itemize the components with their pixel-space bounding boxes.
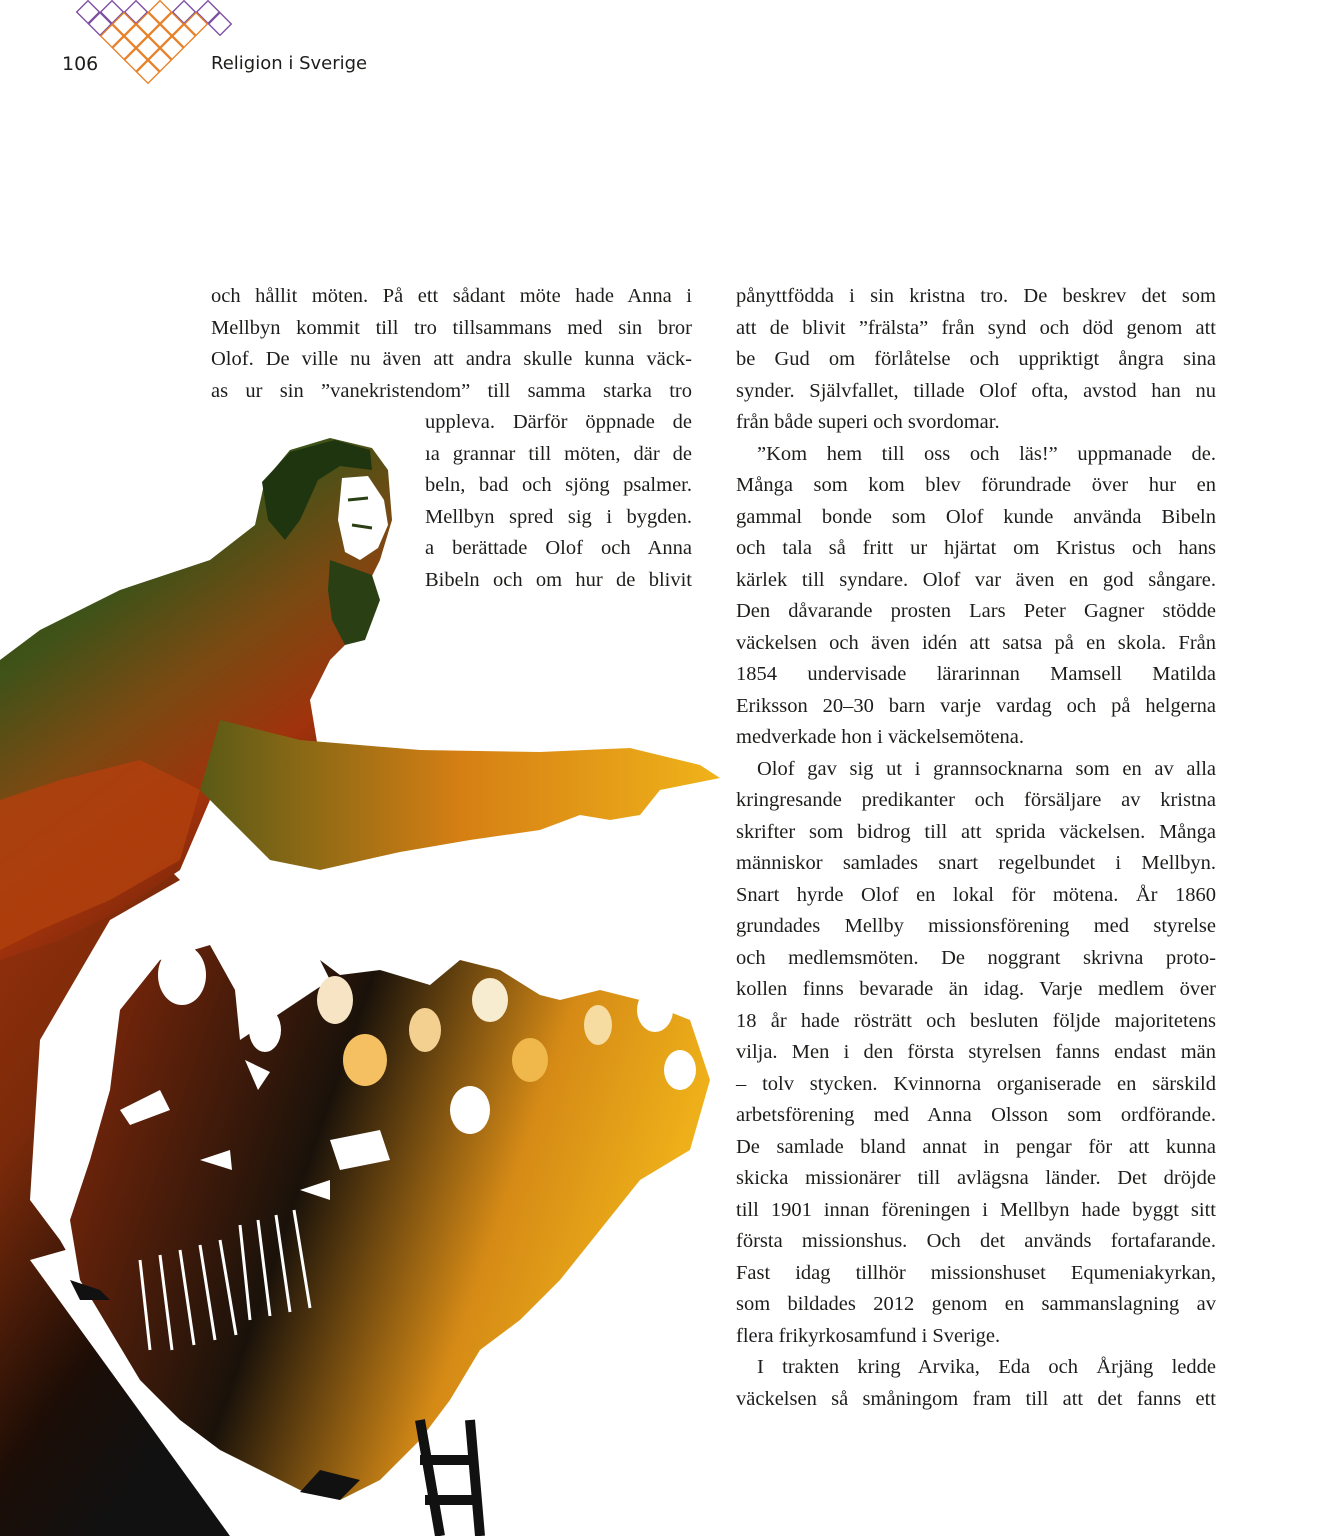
text-line: arbetsförening med Anna Olsson som ordförande.: [736, 1104, 1216, 1126]
text-line: vilja. Men i den första styrelsen fanns endast män: [736, 1041, 1216, 1063]
preacher-pointing-arm: [200, 720, 720, 870]
text-line: att de blivit ”frälsta” från synd och död genom att: [736, 316, 1216, 339]
page-number: 106: [62, 53, 99, 75]
text-line: De samlade bland annat in pengar för att kunna: [736, 1135, 1216, 1158]
right-text-column: [736, 281, 1216, 1415]
text-line: beln, bad och sjöng psalmer.: [425, 474, 692, 496]
text-line: Den dåvarande prosten Lars Peter Gagner stödde: [736, 600, 1216, 622]
text-line: Snart hyrde Olof en lokal för mötena. År 1860: [736, 883, 1216, 906]
text-line: skrifter som bidrog till att sprida väckelsen. Många: [736, 820, 1216, 843]
text-line: as ur sin ”vanekristendom” till samma starka tro: [211, 379, 692, 402]
text-line: väckelsen så småningom fram till att det fanns ett: [736, 1387, 1216, 1410]
text-line: väckelsen och även idén att satsa på en skola. Från: [736, 631, 1216, 654]
text-line: från både superi och svordomar.: [736, 411, 1000, 433]
text-line: som bildades 2012 genom en sammanslagning av: [736, 1293, 1216, 1315]
text-line: kringresande predikanter och försäljare av kristna: [736, 789, 1216, 811]
text-line: Bibeln och om hur de blivit: [425, 568, 692, 591]
text-line: a berättade Olof och Anna: [425, 537, 692, 559]
text-line: människor samlades snart regelbundet i Mellbyn.: [736, 852, 1216, 874]
text-line: Olof gav sig ut i grannsocknarna som en av alla: [757, 757, 1216, 780]
text-line: Eriksson 20–30 barn varje vardag och på helgerna: [736, 694, 1216, 717]
text-line: skicka missionärer till avlägsna länder. Det dröjde: [736, 1167, 1216, 1189]
text-line: till 1901 innan föreningen i Mellbyn hade byggt sitt: [736, 1198, 1216, 1221]
text-line: Många som kom blev förundrade över hur en: [736, 474, 1216, 496]
running-title: Religion i Sverige: [211, 53, 368, 74]
text-line: synder. Självfallet, tillade Olof ofta, avstod han nu: [736, 379, 1216, 402]
text-line: uppleva. Därför öppnade de: [425, 411, 692, 433]
text-line: Fast idag tillhör missionshuset Equmeniakyrkan,: [736, 1261, 1216, 1284]
text-line: och medlemsmöten. De noggrant skrivna proto-: [736, 946, 1216, 969]
text-line: be Gud om förlåtelse och uppriktigt ångra sina: [736, 348, 1216, 370]
text-line: och hållit möten. På ett sådant möte hade Anna i: [211, 285, 692, 307]
text-line: ıa grannar till möten, där de: [425, 442, 692, 465]
text-line: pånyttfödda i sin kristna tro. De beskrev det som: [736, 285, 1216, 307]
text-line: och tala så fritt ur hjärtat om Kristus och hans: [736, 537, 1216, 559]
text-line: Mellbyn spred sig i bygden.: [425, 505, 692, 528]
left-text-column: [211, 281, 692, 596]
text-line: kärlek till syndare. Olof var även en god sångare.: [736, 568, 1216, 591]
text-line: grundades Mellby missionsförening med styrelse: [736, 915, 1216, 937]
text-line: ”Kom hem till oss och läs!” uppmanade de.: [757, 442, 1216, 465]
text-line: första missionshus. Och det används fortafarande.: [736, 1230, 1216, 1252]
text-line: Olof. De ville nu även att andra skulle kunna väck-: [211, 348, 692, 370]
text-line: medverkade hon i väckelsemötena.: [736, 726, 1025, 748]
text-line: I trakten kring Arvika, Eda och Årjäng ledde: [757, 1356, 1216, 1378]
text-line: kollen finns bevarade än idag. Varje medlem över: [736, 978, 1216, 1000]
text-line: Mellbyn kommit till tro tillsammans med sin bror: [211, 316, 692, 339]
text-line: 1854 undervisade lärarinnan Mamsell Matilda: [736, 663, 1216, 685]
text-line: – tolv stycken. Kvinnorna organiserade en särskild: [736, 1072, 1216, 1095]
text-line: flera frikyrkosamfund i Sverige.: [736, 1324, 1001, 1347]
text-line: gammal bonde som Olof kunde använda Bibeln: [736, 505, 1216, 528]
text-line: 18 år hade rösträtt och besluten följde majoritetens: [736, 1009, 1216, 1032]
